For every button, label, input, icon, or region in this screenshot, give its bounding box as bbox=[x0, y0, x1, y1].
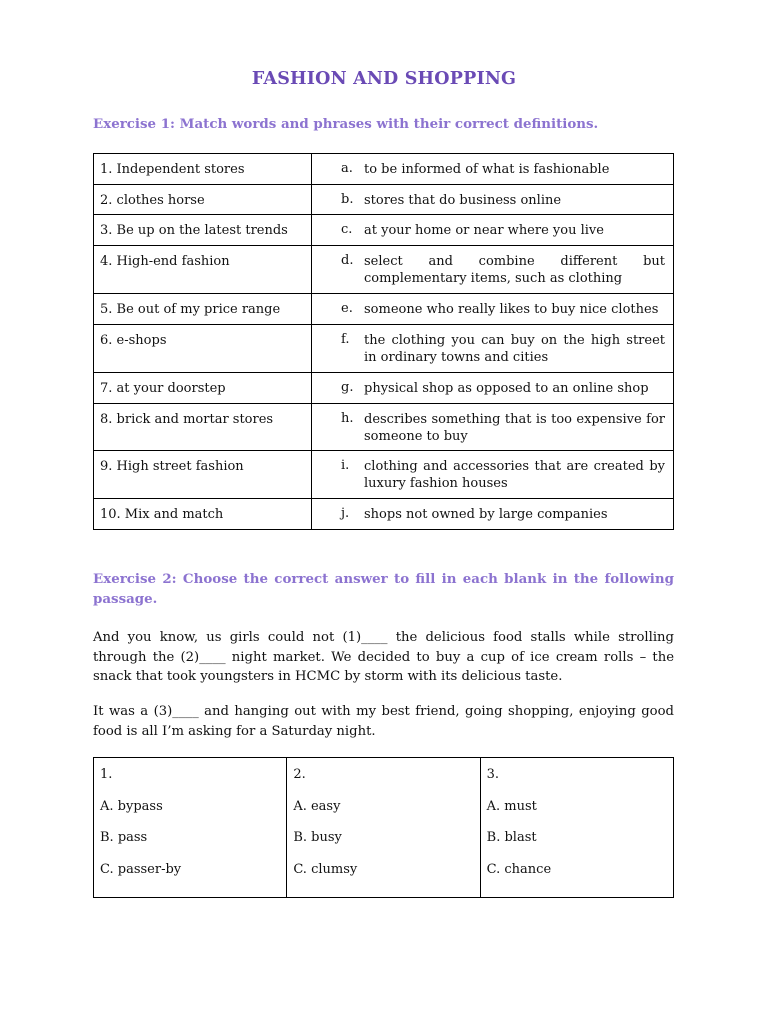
term-text: 7. at your doorstep bbox=[100, 381, 226, 396]
term-text: 2. clothes horse bbox=[100, 193, 205, 208]
definition-letter: h. bbox=[341, 411, 354, 426]
definition-text: to be informed of what is fashionable bbox=[364, 162, 610, 177]
table-row bbox=[94, 373, 674, 404]
answer-column-1 bbox=[94, 758, 287, 898]
term-cell bbox=[94, 154, 312, 185]
answer-option: B. pass bbox=[100, 830, 148, 845]
passage-paragraph-1: And you know, us girls could not (1)____ the delicious food stalls while strolling through the (2)____ night market. We decided to buy a cup of ice cream rolls – the snack that took youngsters in HCMC by storm with its delicious taste. bbox=[93, 630, 674, 685]
table-row bbox=[94, 294, 674, 325]
definition-text: stores that do business online bbox=[364, 193, 562, 208]
term-text: 5. Be out of my price range bbox=[100, 302, 281, 317]
definition-cell bbox=[312, 294, 674, 325]
answer-option: B. blast bbox=[486, 830, 537, 845]
term-text: 3. Be up on the latest trends bbox=[100, 223, 288, 238]
definition-letter: j. bbox=[341, 506, 350, 521]
answer-option: C. passer-by bbox=[100, 861, 182, 877]
matching-table bbox=[93, 153, 674, 530]
term-text: 6. e-shops bbox=[100, 333, 167, 348]
term-cell bbox=[94, 373, 312, 404]
definition-text: at your home or near where you live bbox=[364, 223, 604, 238]
answer-option: A. easy bbox=[293, 798, 341, 814]
term-text: 9. High street fashion bbox=[100, 459, 244, 474]
table-row bbox=[94, 154, 674, 185]
answer-column-2 bbox=[287, 758, 480, 898]
question-number: 2. bbox=[293, 767, 306, 782]
table-row bbox=[94, 246, 674, 294]
page-title: FASHION AND SHOPPING bbox=[251, 69, 517, 89]
term-text: 4. High-end fashion bbox=[100, 254, 230, 269]
table-row bbox=[94, 325, 674, 373]
definition-text: describes something that is too expensive for someone to buy bbox=[364, 412, 665, 444]
term-cell bbox=[94, 294, 312, 325]
definition-cell bbox=[312, 325, 674, 373]
answer-option: A. bypass bbox=[100, 798, 163, 814]
definition-cell bbox=[312, 373, 674, 404]
answer-option: A. must bbox=[486, 798, 537, 814]
term-cell bbox=[94, 451, 312, 499]
definition-cell bbox=[312, 451, 674, 499]
answer-options-table bbox=[93, 757, 674, 898]
definition-text: select and combine different but complementary items, such as clothing bbox=[364, 254, 665, 286]
table-row bbox=[94, 185, 674, 215]
term-cell bbox=[94, 185, 312, 215]
definition-cell bbox=[312, 215, 674, 246]
term-cell bbox=[94, 215, 312, 246]
table-row bbox=[94, 499, 674, 530]
table-row bbox=[94, 215, 674, 246]
exercise-1-heading: Exercise 1: Match words and phrases with their correct definitions. bbox=[93, 116, 599, 132]
definition-letter: e. bbox=[341, 301, 353, 316]
definition-letter: d. bbox=[341, 253, 354, 268]
definition-text: the clothing you can buy on the high street in ordinary towns and cities bbox=[364, 333, 665, 365]
term-cell bbox=[94, 325, 312, 373]
definition-text: shops not owned by large companies bbox=[364, 507, 608, 522]
question-number: 1. bbox=[100, 767, 113, 782]
term-text: 1. Independent stores bbox=[100, 162, 245, 177]
term-cell bbox=[94, 246, 312, 294]
definition-cell bbox=[312, 246, 674, 294]
answer-option: C. clumsy bbox=[293, 861, 358, 877]
passage-paragraph-2: It was a (3)____ and hanging out with my best friend, going shopping, enjoying good food is all I’m asking for a Saturday night. bbox=[93, 704, 674, 739]
exercise-2-heading: Exercise 2: Choose the correct answer to fill in each blank in the following passage. bbox=[93, 571, 674, 607]
definition-cell bbox=[312, 404, 674, 451]
definition-text: physical shop as opposed to an online shop bbox=[364, 381, 649, 396]
definition-cell bbox=[312, 185, 674, 215]
definition-letter: c. bbox=[341, 222, 353, 237]
definition-cell bbox=[312, 499, 674, 530]
term-cell bbox=[94, 404, 312, 451]
table-row bbox=[94, 451, 674, 499]
term-cell bbox=[94, 499, 312, 530]
table-row bbox=[94, 404, 674, 451]
answer-option: B. busy bbox=[293, 830, 342, 845]
term-text: 8. brick and mortar stores bbox=[100, 412, 274, 427]
definition-text: clothing and accessories that are created by luxury fashion houses bbox=[364, 459, 665, 491]
question-number: 3. bbox=[486, 767, 500, 782]
answer-option: C. chance bbox=[486, 861, 552, 877]
definition-text: someone who really likes to buy nice clothes bbox=[364, 302, 659, 317]
definition-letter: a. bbox=[341, 161, 353, 176]
definition-letter: g. bbox=[341, 380, 354, 395]
definition-letter: f. bbox=[341, 332, 350, 347]
definition-cell bbox=[312, 154, 674, 185]
answer-column-3 bbox=[480, 758, 673, 898]
definition-letter: i. bbox=[341, 458, 350, 473]
definition-letter: b. bbox=[341, 192, 354, 207]
term-text: 10. Mix and match bbox=[100, 507, 224, 522]
